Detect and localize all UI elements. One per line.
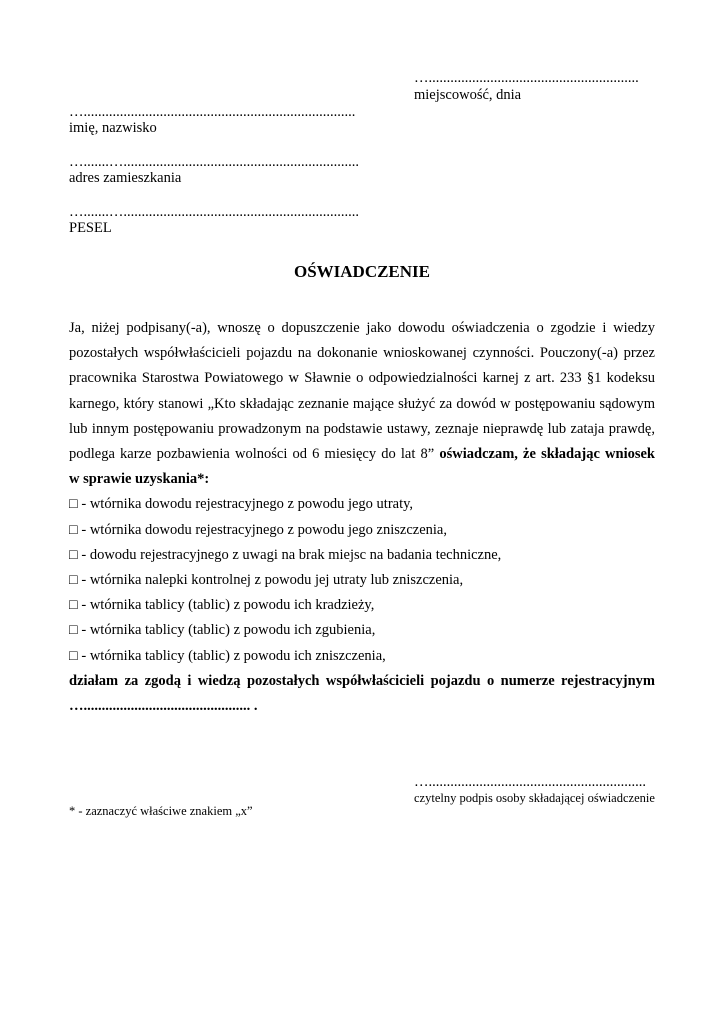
body-line: pracownika Starostwa Powiatowego w Sławnie o odpowiedzialności karnej z art. 233 §1 kodeksu — [69, 370, 655, 387]
option-checkbox-item[interactable]: □ - wtórnika nalepki kontrolnej z powodu jej utraty lub zniszczenia, — [69, 572, 464, 589]
body-line: karnego, który stanowi „Kto składając zeznanie mające służyć za dowód w postępowaniu sądowym — [69, 395, 655, 412]
address-label: adres zamieszkania — [69, 170, 182, 186]
body-line-bold: w sprawie uzyskania*: — [69, 471, 210, 488]
place-date-label: miejscowość, dnia — [414, 87, 522, 103]
option-checkbox-item[interactable]: □ - wtórnika dowodu rejestracyjnego z powodu jego utraty, — [69, 496, 414, 513]
registration-number-dots: ….............................................. . — [69, 698, 258, 715]
option-checkbox-item[interactable]: □ - wtórnika tablicy (tablic) z powodu ich zgubienia, — [69, 622, 376, 639]
pesel-dots: ….......…................................................................. — [69, 204, 359, 220]
address-dots: ….......…................................................................. — [69, 154, 359, 170]
body-line-bold: oświadczam, że składając wniosek — [439, 446, 655, 463]
pesel-label: PESEL — [69, 220, 112, 236]
option-checkbox-item[interactable]: □ - wtórnika tablicy (tablic) z powodu ich kradzieży, — [69, 597, 375, 614]
body-line-normal: podlega karze pozbawienia wolności od 6 miesięcy do lat 8” — [69, 446, 435, 463]
name-dots: …........................................................................... — [69, 104, 356, 120]
option-checkbox-item[interactable]: □ - dowodu rejestracyjnego z uwagi na brak miejsc na badania techniczne, — [69, 546, 502, 563]
statement-paragraph — [69, 316, 655, 719]
body-line: lub innym postępowaniu prowadzonym na podstawie ustawy, zeznaje nieprawdę lub zataja prawdę, — [69, 420, 655, 437]
body-line: Ja, niżej podpisany(-a), wnoszę o dopuszczenie jako dowodu oświadczenia o zgodzie i wiedzy — [69, 320, 655, 336]
footnote: * - zaznaczyć właściwe znakiem „x” — [69, 804, 253, 818]
place-date-dots: ….......................................................... — [414, 70, 639, 86]
option-checkbox-item[interactable]: □ - wtórnika tablicy (tablic) z powodu ich zniszczenia, — [69, 647, 386, 664]
closing-line: działam za zgodą i wiedzą pozostałych współwłaścicieli pojazdu o numerze rejestracyjnym — [69, 672, 655, 689]
body-line-mixed — [69, 442, 655, 467]
signature-dots: …............................................................ — [414, 774, 646, 790]
body-line: pozostałych współwłaścicieli pojazdu na dokonanie wnioskowanej czynności. Pouczony(-a) przez — [69, 345, 655, 362]
option-checkbox-item[interactable]: □ - wtórnika dowodu rejestracyjnego z powodu jego zniszczenia, — [69, 521, 447, 538]
signature-caption: czytelny podpis osoby składającej oświadczenie — [414, 791, 655, 805]
name-label: imię, nazwisko — [69, 120, 157, 136]
document-title: OŚWIADCZENIE — [293, 262, 431, 281]
